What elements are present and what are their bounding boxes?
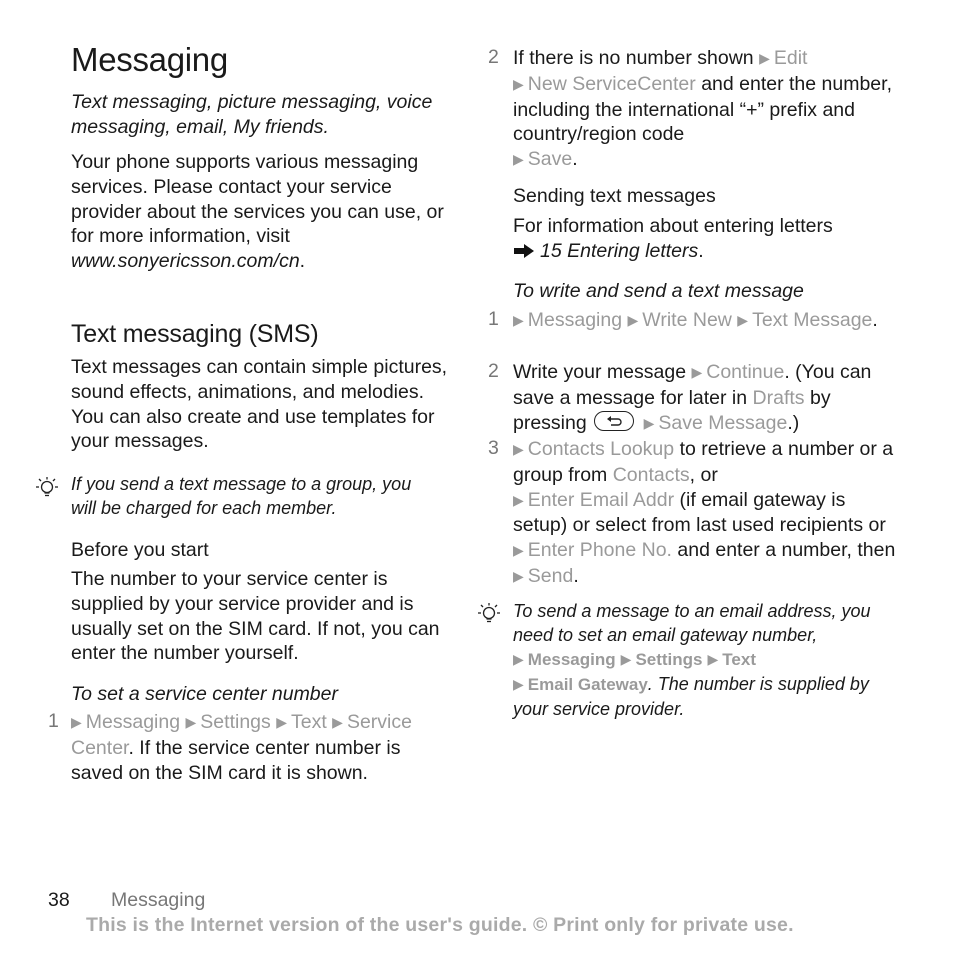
w3-t1: to retrieve a number or a group from [513,438,894,486]
menu-messaging[interactable]: Messaging [527,650,616,669]
sms-heading: Text messaging (SMS) [71,320,319,348]
menu-messaging[interactable]: Messaging [527,309,623,331]
sending-ref[interactable]: 15 Entering letters [540,239,699,262]
write-step2 [513,360,898,436]
menu-enter-phone-no[interactable]: Enter Phone No. [527,539,672,562]
step1-text: . If the service center number is saved on the SIM card it is shown. [71,736,401,784]
arrow-icon: ▶ [643,414,655,431]
lightbulb-icon [474,600,504,630]
page-number: 38 [48,889,70,911]
sending-heading: Sending text messages [513,185,716,207]
w3-t4: and enter a number, then [677,539,896,562]
w2-t3: by pressing [513,386,831,434]
arrow-icon: ▶ [71,714,82,730]
arrow-icon: ▶ [513,75,524,92]
menu-text-message[interactable]: Text Message [752,309,873,331]
w2-t2: . (You can save a message for later in [513,361,872,409]
back-key-icon [594,411,634,431]
arrow-icon: ▶ [513,491,524,508]
intro-italic: Text messaging, picture messaging, voice messaging, email, My friends. [71,91,433,138]
menu-new-servicecenter[interactable]: New ServiceCenter [527,72,696,95]
arrow-icon: ▶ [737,312,749,328]
step2-end: . [572,148,578,171]
step-number: 1 [48,710,59,732]
page-title: Messaging [71,41,228,78]
arrow-icon: ▶ [513,312,524,328]
tip-group-charge: If you send a text message to a group, you will be charged for each member. [71,474,412,518]
intro-text: Your phone supports various messaging services. Please contact your service provider about the services you can use, or for more information, visit www.sonyericsson.com/cn. [71,151,444,273]
step-number: 3 [488,437,499,459]
lightbulb-icon [32,474,62,504]
arrow-icon: ▶ [513,441,524,457]
write-step1 [513,308,898,334]
tip2-t1: To send a message to an email address, you need to set an email gateway number, [513,601,871,645]
intro-body: Your phone supports various messaging services. Please contact your service provider about the services you can use, or for more information, visit [71,151,444,248]
step2-text1: If there is no number shown [513,47,754,69]
menu-settings[interactable]: Settings [635,650,703,669]
w3-t5: . [573,564,579,587]
arrow-icon: ▶ [276,714,287,730]
sending-text: For information about entering letters 15 Entering letters. [513,215,833,262]
menu-save-message[interactable]: Save Message [658,411,788,434]
menu-send[interactable]: Send [527,564,574,587]
arrow-icon: ▶ [620,651,632,667]
before-heading: Before you start [71,539,209,561]
arrow-icon: ▶ [513,567,524,584]
set-center-heading: To set a service center number [71,683,338,705]
arrow-icon: ▶ [707,651,719,667]
arrow-icon: ▶ [513,542,524,559]
menu-drafts[interactable]: Drafts [752,386,805,409]
before-text: The number to your service center is supplied by your service provider and is usually set on the SIM card. If not, you can enter the number yourself. [71,568,440,665]
menu-messaging[interactable]: Messaging [85,711,181,733]
menu-service-center[interactable]: Service Center [71,711,412,759]
sms-text: Text messages can contain simple pictures, sound effects, animations, and melodies. You can also create and use templates for your messages. [71,356,448,453]
menu-text[interactable]: Text [722,650,756,669]
disclaimer: This is the Internet version of the user's guide. © Print only for private use. [86,914,794,936]
arrow-icon: ▶ [513,151,524,168]
w2-t1: Write your message [513,361,687,383]
menu-edit[interactable]: Edit [773,47,808,69]
step-number: 1 [488,308,499,330]
arrow-icon: ▶ [691,364,703,380]
menu-write-new[interactable]: Write New [642,309,732,331]
w2-t4: .) [787,411,800,434]
w3-t2: , or [689,463,718,486]
step-number: 2 [488,46,499,68]
step-number: 2 [488,360,499,382]
menu-email-gateway[interactable]: Email Gateway [527,675,648,694]
menu-text[interactable]: Text [290,711,327,733]
menu-save[interactable]: Save [527,148,573,171]
sending-body: For information about entering letters [513,215,833,237]
write-step3 [513,437,898,590]
tip-email-gateway [513,599,898,721]
w3-t3: (if email gateway is setup) or select from last used recipients or [513,488,886,537]
arrow-icon: ▶ [759,50,770,66]
menu-contacts[interactable]: Contacts [612,463,690,486]
menu-contacts-lookup[interactable]: Contacts Lookup [527,438,675,460]
arrow-icon: ▶ [513,676,524,692]
set-center-step1 [71,710,456,785]
menu-settings[interactable]: Settings [200,711,271,733]
footer-section: Messaging [111,889,206,911]
write-heading: To write and send a text message [513,280,804,302]
menu-enter-email-addr[interactable]: Enter Email Addr [527,488,675,511]
arrow-icon: ▶ [627,312,639,328]
arrow-icon: ▶ [332,714,343,730]
menu-continue[interactable]: Continue [706,361,785,383]
w1-end: . [872,309,878,331]
arrow-icon: ▶ [185,714,197,730]
arrow-icon: ▶ [513,651,524,667]
step2-text2: and enter the number, including the international “+” prefix and country/region code [513,72,892,146]
tip2-t2: . The number is supplied by your service provider. [513,674,869,719]
intro-url: www.sonyericsson.com/cn [71,250,300,273]
set-center-step2 [513,46,898,173]
arrow-ref-icon [513,243,535,259]
